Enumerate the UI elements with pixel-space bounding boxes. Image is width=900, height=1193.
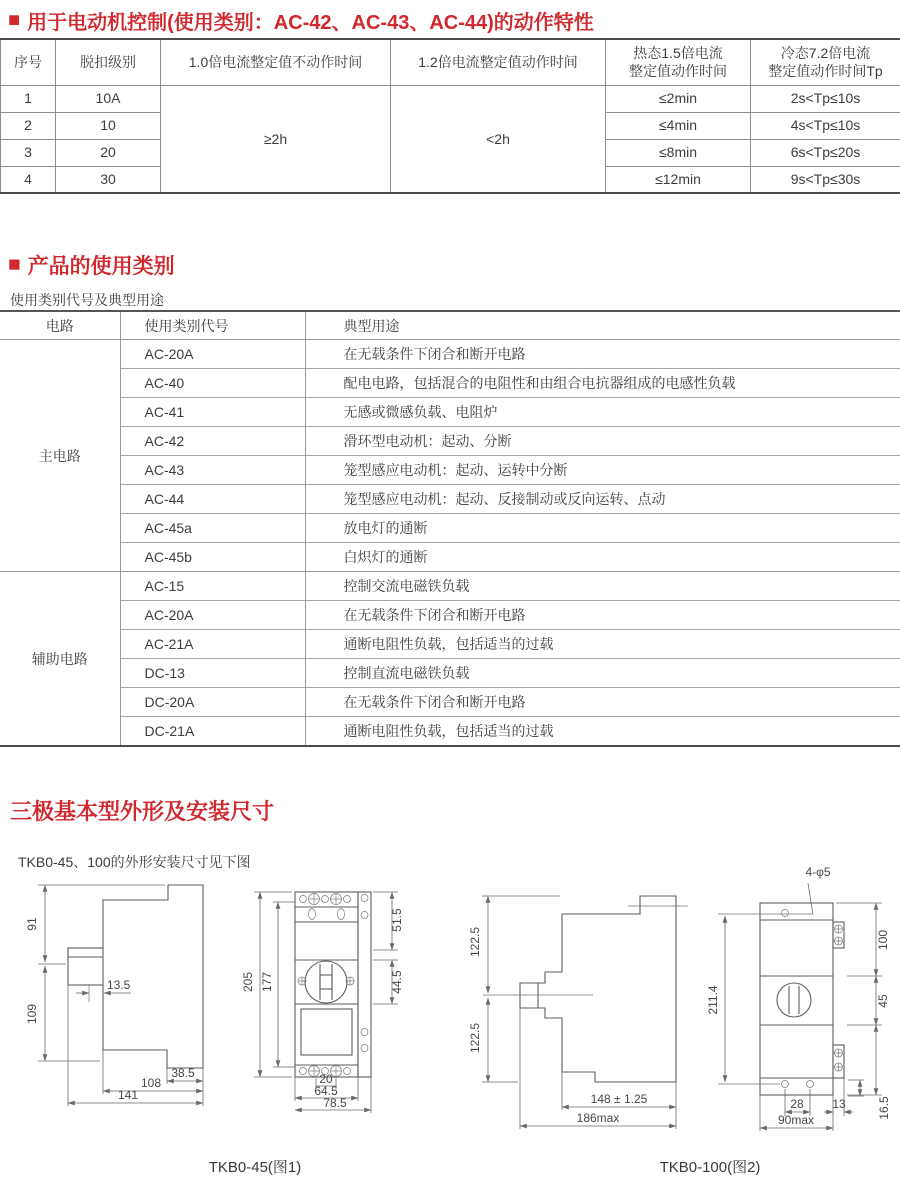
section-title-usage-category — [8, 250, 175, 280]
header-use: 典型用途 — [305, 311, 900, 340]
trip-merged-cell: <2h — [391, 85, 606, 193]
dim-141-label: 141 — [117, 1088, 139, 1102]
fig1-caption: TKB0-45(图1) — [208, 1159, 302, 1176]
section-marker-icon: ■ — [8, 9, 21, 31]
code-cell: AC-21A — [120, 630, 305, 659]
code-cell: DC-13 — [120, 659, 305, 688]
header-cold-line1: 冷态7.2倍电流 — [780, 45, 871, 62]
use-cell: 控制交流电磁铁负载 — [305, 572, 900, 601]
table-row — [0, 514, 900, 543]
header-circuit: 电路 — [0, 311, 120, 340]
use-cell: 在无载条件下闭合和断开电路 — [305, 340, 900, 369]
header-cold-line2: 整定值动作时间Tp — [768, 63, 883, 80]
fig1-front-view-drawing — [240, 870, 440, 1150]
table-row — [0, 659, 900, 688]
dim-20-label: 20 — [319, 1072, 333, 1086]
code-cell: AC-20A — [120, 601, 305, 630]
side-profile-outline — [483, 896, 688, 1082]
circuit-group-cell: 辅助电路 — [0, 572, 120, 747]
no-cell: 3 — [1, 139, 56, 166]
trip-class-cell: 10 — [56, 112, 161, 139]
section-title-motor-control — [8, 6, 594, 35]
table-row — [0, 688, 900, 717]
dim-211-4-label: 211.4 — [706, 985, 720, 1015]
code-cell: AC-41 — [120, 398, 305, 427]
no-trip-merged-cell: ≥2h — [161, 85, 391, 193]
table-row — [0, 485, 900, 514]
section-title-dimensions — [10, 795, 274, 826]
no-cell: 4 — [1, 166, 56, 193]
cold-cell: 6s<Tp≤20s — [751, 139, 900, 166]
section-title-text: 产品的使用类别 — [27, 255, 175, 278]
rotary-handle — [777, 983, 811, 1017]
cold-cell: 4s<Tp≤10s — [751, 112, 900, 139]
code-cell: AC-45b — [120, 543, 305, 572]
table-row — [0, 398, 900, 427]
dim-13-label: 13 — [832, 1097, 846, 1111]
use-cell: 配电电路，包括混合的电阻性和由组合电抗器组成的电感性负载 — [305, 369, 900, 398]
usage-category-table — [0, 310, 900, 747]
dim-38-5-label: 38.5 — [171, 1066, 195, 1080]
header-trip-class: 脱扣级别 — [56, 39, 161, 85]
use-cell: 笼型感应电动机：起动、运转中分断 — [305, 456, 900, 485]
fig2-front-view-drawing — [690, 860, 900, 1150]
dim-64-5-label: 64.5 — [314, 1084, 338, 1098]
hot-cell: ≤8min — [606, 139, 751, 166]
dim-13-5-label: 13.5 — [107, 978, 131, 992]
trip-class-cell: 30 — [56, 166, 161, 193]
dim-205-label: 205 — [241, 971, 255, 993]
dim-44-5-label: 44.5 — [390, 970, 404, 994]
use-cell: 放电灯的通断 — [305, 514, 900, 543]
header-hot-line2: 整定值动作时间 — [629, 63, 727, 80]
use-cell: 控制直流电磁铁负载 — [305, 659, 900, 688]
dim-100-label: 100 — [876, 929, 890, 951]
header-trip-time: 1.2倍电流整定值动作时间 — [391, 39, 606, 85]
action-characteristics-table — [0, 38, 900, 194]
fig1-side-view-drawing — [10, 878, 225, 1128]
header-no: 序号 — [1, 39, 56, 85]
rotary-handle — [298, 961, 354, 1003]
dim-51-5-label: 51.5 — [390, 908, 404, 932]
trip-class-cell: 10A — [56, 85, 161, 112]
table-row — [0, 717, 900, 747]
dimensions-subtitle: TKB0-45、100的外形安装尺寸见下图 — [18, 854, 251, 870]
cold-cell: 2s<Tp≤10s — [751, 85, 900, 112]
code-cell: AC-42 — [120, 427, 305, 456]
dim-122-5-bottom-label: 122.5 — [468, 1022, 482, 1054]
side-profile-outline — [68, 885, 203, 1068]
dim-90max-label: 90max — [777, 1113, 815, 1127]
hot-cell: ≤2min — [606, 85, 751, 112]
use-cell: 笼型感应电动机：起动、反接制动或反向运转、点动 — [305, 485, 900, 514]
cold-cell: 9s<Tp≤30s — [751, 166, 900, 193]
usage-subtitle: 使用类别代号及典型用途 — [10, 292, 164, 308]
code-cell: AC-15 — [120, 572, 305, 601]
table-row — [0, 543, 900, 572]
breaker-front-outline — [760, 903, 844, 1095]
section-title-text: 用于电动机控制(使用类别：AC-42、AC-43、AC-44)的动作特性 — [27, 12, 594, 34]
breaker-front-outline — [295, 892, 371, 1077]
header-hot-line1: 热态1.5倍电流 — [633, 45, 723, 62]
code-cell: AC-20A — [120, 340, 305, 369]
dim-28-label: 28 — [790, 1097, 804, 1111]
no-cell: 1 — [1, 85, 56, 112]
dim-122-5-top-label: 122.5 — [468, 926, 482, 958]
use-cell: 滑环型电动机：起动、分断 — [305, 427, 900, 456]
table-row — [0, 369, 900, 398]
dim-148-label: 148 ± 1.25 — [590, 1092, 648, 1106]
dim-4-phi5-label: 4-φ5 — [805, 865, 831, 879]
circuit-group-cell: 主电路 — [0, 340, 120, 572]
section-title-text: 三极基本型外形及安装尺寸 — [10, 799, 275, 824]
header-cold-state — [751, 39, 900, 85]
table-header-row — [1, 39, 900, 85]
code-cell: DC-20A — [120, 688, 305, 717]
code-cell: AC-43 — [120, 456, 305, 485]
use-cell: 通断电阻性负载，包括适当的过载 — [305, 630, 900, 659]
dim-91-label: 91 — [25, 917, 39, 931]
table-row — [0, 456, 900, 485]
dim-45-label: 45 — [876, 994, 890, 1008]
fig2-side-view-drawing — [435, 880, 695, 1150]
table-row — [0, 601, 900, 630]
hot-cell: ≤12min — [606, 166, 751, 193]
dim-108-label: 108 — [140, 1076, 162, 1090]
trip-class-cell: 20 — [56, 139, 161, 166]
use-cell: 无感或微感负载、电阻炉 — [305, 398, 900, 427]
dim-78-5-label: 78.5 — [323, 1096, 347, 1110]
use-cell: 通断电阻性负载，包括适当的过载 — [305, 717, 900, 747]
dim-177-label: 177 — [260, 971, 274, 993]
table-row — [0, 572, 900, 601]
header-hot-state — [606, 39, 751, 85]
table-header-row — [0, 311, 900, 340]
dimension-drawings — [0, 860, 900, 1193]
code-cell: DC-21A — [120, 717, 305, 747]
fig2-caption: TKB0-100(图2) — [659, 1159, 761, 1176]
use-cell: 在无载条件下闭合和断开电路 — [305, 601, 900, 630]
header-no-trip-time: 1.0倍电流整定值不动作时间 — [161, 39, 391, 85]
dim-186max-label: 186max — [576, 1111, 620, 1125]
table-row — [0, 427, 900, 456]
code-cell: AC-45a — [120, 514, 305, 543]
table-row — [0, 340, 900, 369]
no-cell: 2 — [1, 112, 56, 139]
section-marker-icon: ■ — [8, 253, 21, 276]
dim-16-5-label: 16.5 — [877, 1096, 891, 1120]
code-cell: AC-40 — [120, 369, 305, 398]
table-row — [1, 85, 900, 112]
code-cell: AC-44 — [120, 485, 305, 514]
use-cell: 白炽灯的通断 — [305, 543, 900, 572]
table-row — [0, 630, 900, 659]
header-code: 使用类别代号 — [120, 311, 305, 340]
dim-109-label: 109 — [25, 1003, 39, 1025]
hot-cell: ≤4min — [606, 112, 751, 139]
use-cell: 在无载条件下闭合和断开电路 — [305, 688, 900, 717]
